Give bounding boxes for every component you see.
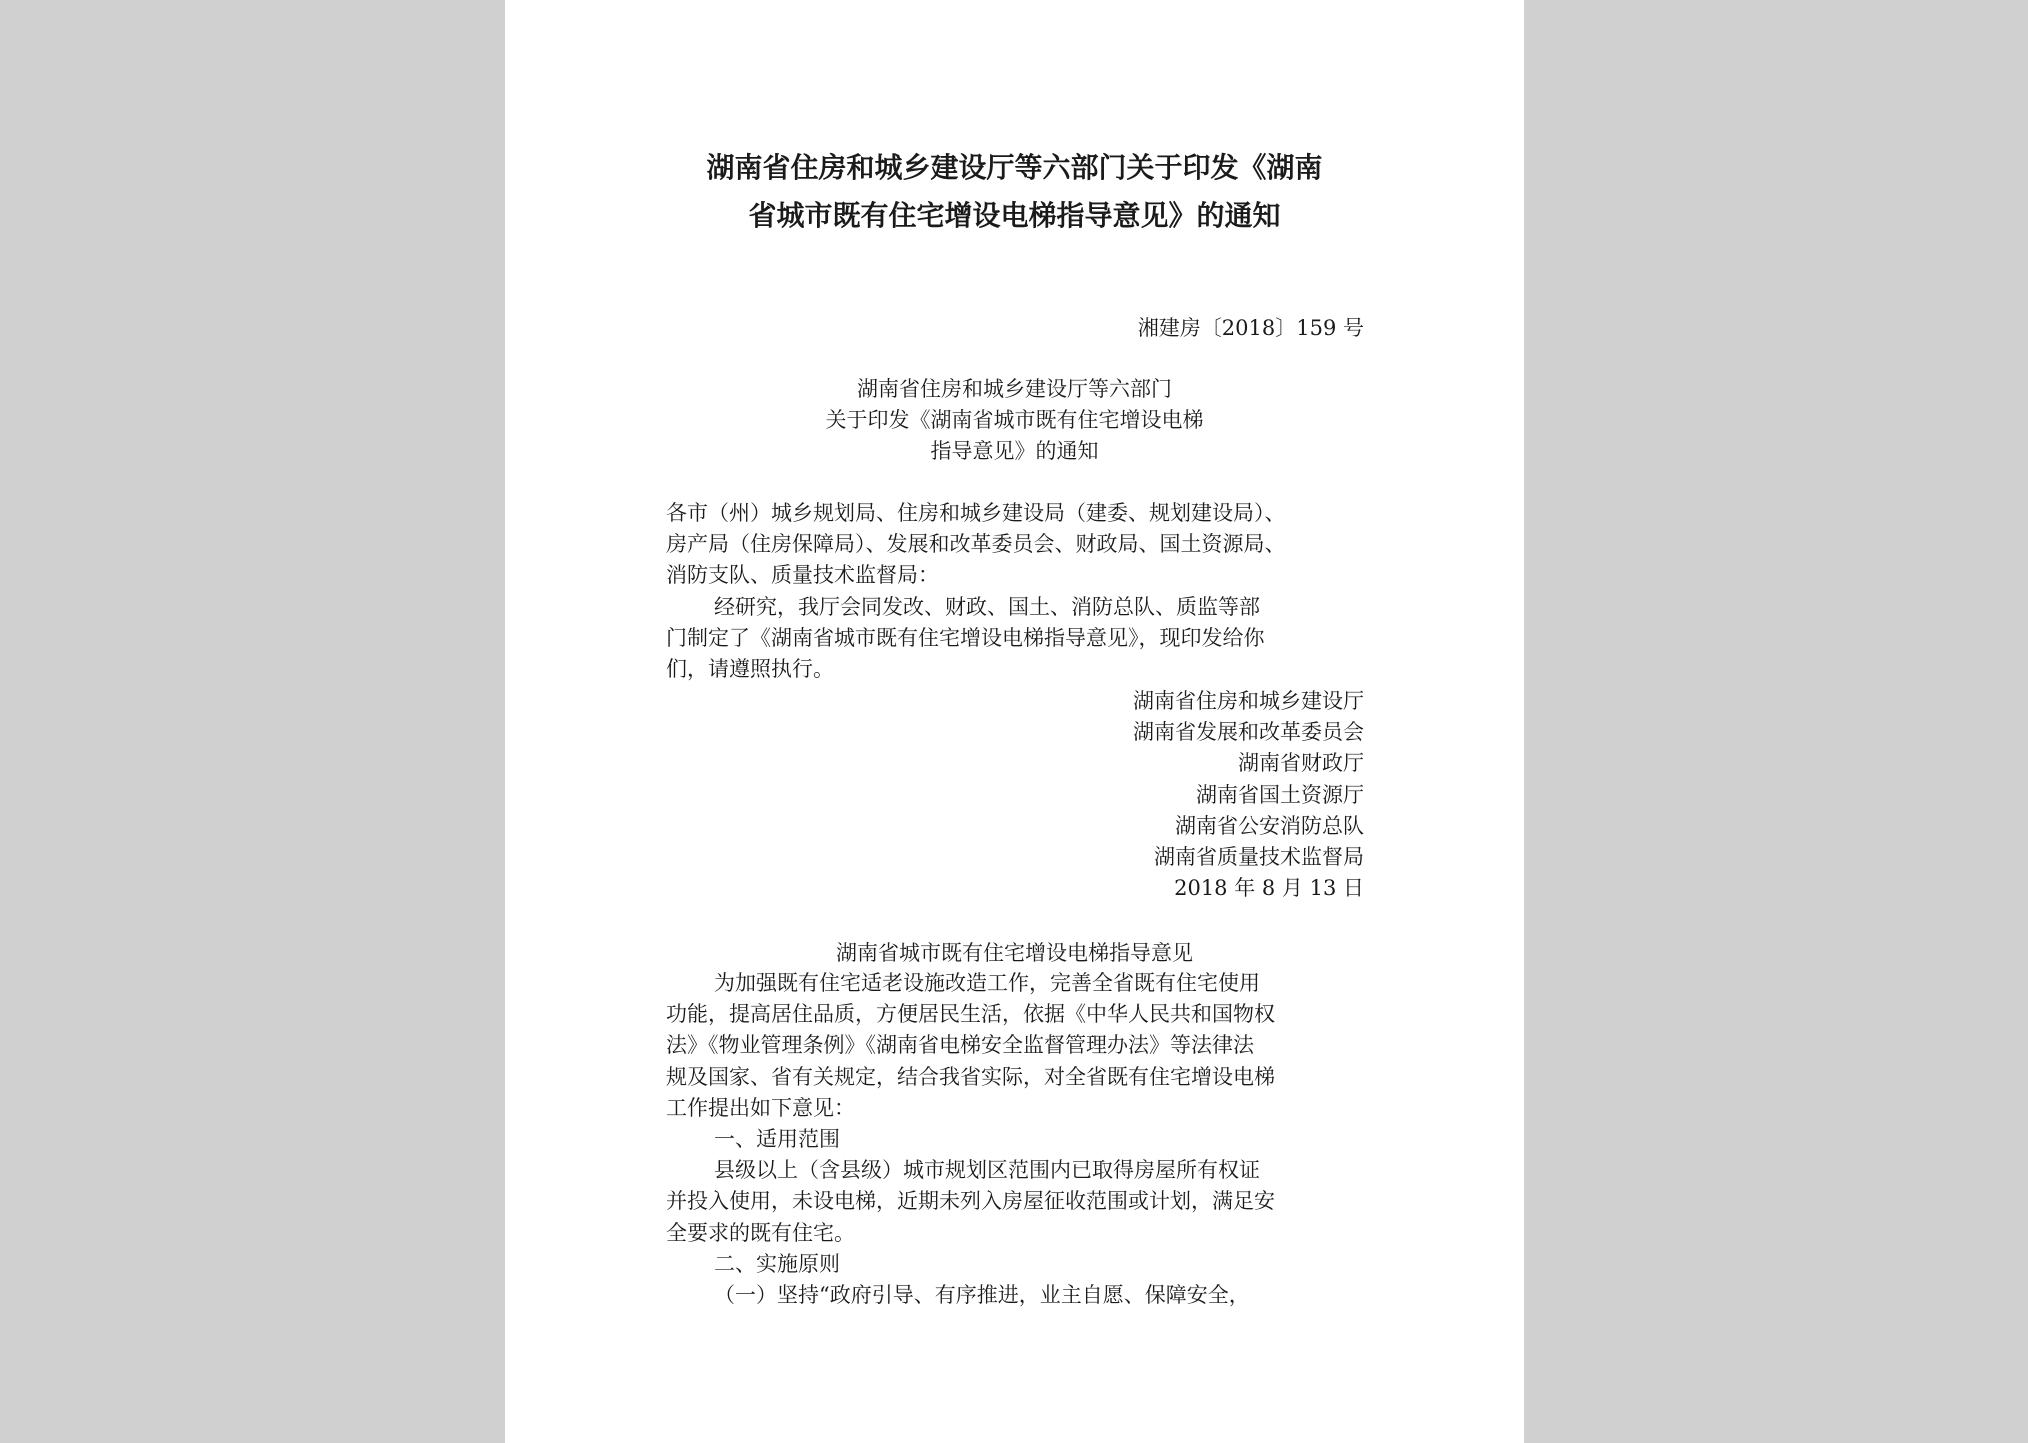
addressee-line: 消防支队、质量技术监督局： — [666, 563, 939, 588]
intro-line: 法》《物业管理条例》《湖南省电梯安全监督管理办法》等法律法 — [666, 1033, 1254, 1058]
subtitle-line: 指导意见》的通知 — [930, 439, 1099, 463]
subtitle-line: 关于印发《湖南省城市既有住宅增设电梯 — [825, 408, 1204, 432]
signatory: 湖南省财政厅 — [1238, 751, 1364, 776]
section-heading: 一、适用范围 — [714, 1126, 840, 1151]
subtitle-line: 湖南省住房和城乡建设厅等六部门 — [857, 377, 1172, 401]
signatory-block — [1133, 686, 1364, 904]
principle-line: （一）坚持“政府引导、有序推进，业主自愿、保障安全， — [714, 1282, 1250, 1307]
scope-line: 全要求的既有住宅。 — [666, 1220, 855, 1245]
guideline-body — [666, 968, 1366, 1311]
signatory: 湖南省质量技术监督局 — [1154, 845, 1364, 870]
signatory: 湖南省发展和改革委员会 — [1133, 720, 1364, 745]
notice-line: 门制定了《湖南省城市既有住宅增设电梯指导意见》，现印发给你 — [666, 625, 1265, 650]
document-page — [505, 0, 1524, 1443]
notice-line: 们，请遵照执行。 — [666, 656, 834, 681]
document-title — [605, 144, 1424, 240]
addressee-line: 各市（州）城乡规划局、住房和城乡建设局（建委、规划建设局）、 — [666, 501, 1286, 525]
intro-line: 规及国家、省有关规定，结合我省实际，对全省既有住宅增设电梯 — [666, 1064, 1275, 1089]
notice-body — [666, 498, 1366, 685]
intro-line: 为加强既有住宅适老设施改造工作，完善全省既有住宅使用 — [714, 971, 1260, 995]
notice-line: 经研究，我厅会同发改、财政、国土、消防总队、质监等部 — [714, 594, 1260, 619]
document-number: 湘建房〔2018〕159 号 — [1137, 316, 1364, 340]
signature-date: 2018 年 8 月 13 日 — [1174, 876, 1364, 901]
title-line: 省城市既有住宅增设电梯指导意见》的通知 — [748, 199, 1281, 232]
addressee-line: 房产局（住房保障局）、发展和改革委员会、财政局、国土资源局、 — [666, 532, 1286, 557]
intro-line: 功能，提高居住品质，方便居民生活，依据《中华人民共和国物权 — [666, 1002, 1275, 1027]
scope-line: 县级以上（含县级）城市规划区范围内已取得房屋所有权证 — [714, 1158, 1260, 1183]
guideline-title: 湖南省城市既有住宅增设电梯指导意见 — [836, 941, 1193, 965]
section-heading: 二、实施原则 — [714, 1251, 840, 1276]
intro-line: 工作提出如下意见： — [666, 1095, 855, 1120]
title-line: 湖南省住房和城乡建设厅等六部门关于印发《湖南 — [706, 151, 1323, 184]
signatory: 湖南省住房和城乡建设厅 — [1133, 689, 1364, 713]
notice-subtitle — [605, 374, 1424, 467]
scope-line: 并投入使用，未设电梯，近期未列入房屋征收范围或计划，满足安 — [666, 1189, 1275, 1214]
signatory: 湖南省公安消防总队 — [1175, 813, 1364, 838]
signatory: 湖南省国土资源厅 — [1196, 782, 1364, 807]
